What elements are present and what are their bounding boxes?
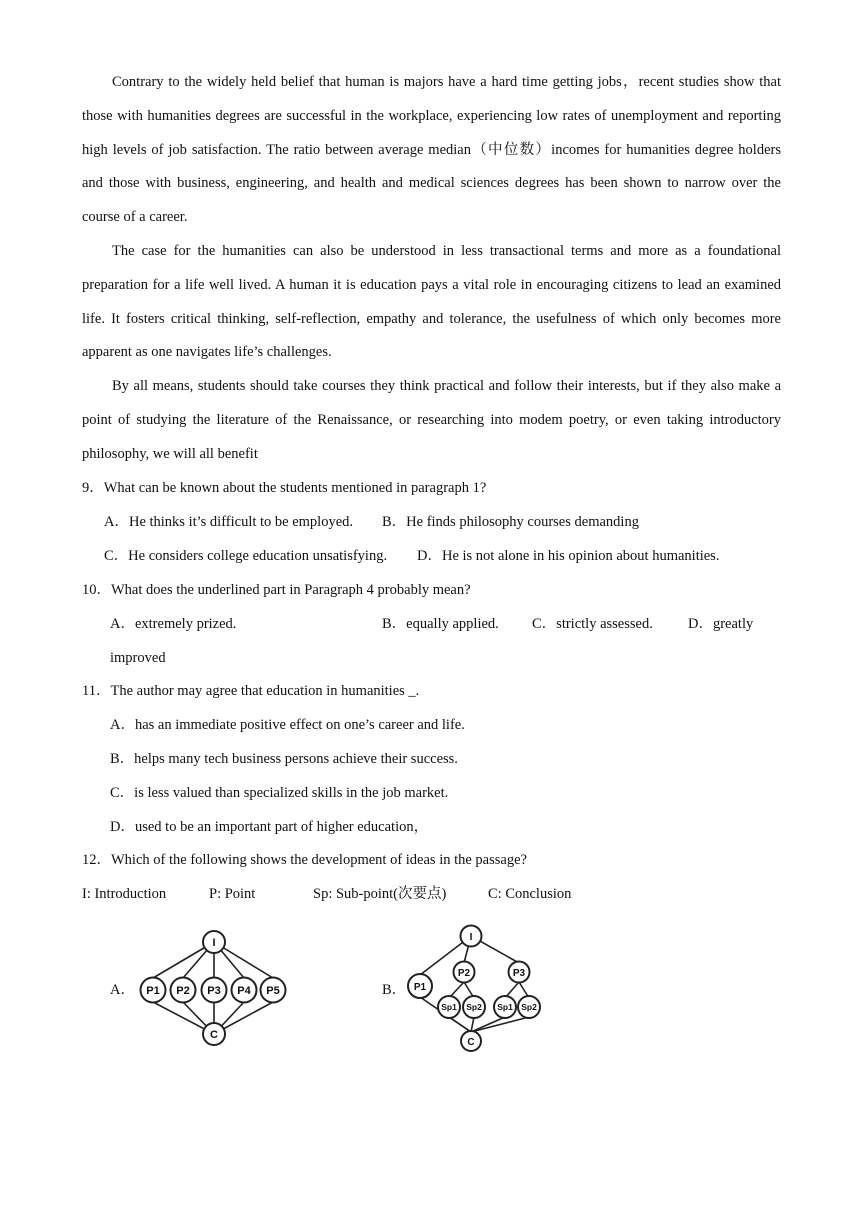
diagram-b-label-sp2-a: Sp2: [466, 1002, 482, 1012]
diagram-a-label-p5: P5: [266, 985, 280, 997]
structure-diagram-b[interactable]: [403, 920, 553, 1056]
question-9-stem: 9．What can be known about the students mentioned in paragraph 1?: [82, 480, 487, 496]
diagram-a-label-conclusion: C: [210, 1029, 218, 1041]
diagram-a-label-p2: P2: [176, 985, 190, 997]
question-11-option-d[interactable]: D．used to be an important part of higher education，: [110, 819, 429, 835]
question-12-stem: 12．Which of the following shows the development of ideas in the passage?: [82, 852, 527, 868]
passage-paragraph-1: Contrary to the widely held belief that human is majors have a hard time getting jobs，recent studies show that those with humanities degrees are successful in the workplace, experiencing low rates of unemployment and reporting high levels of job satisfaction. The ratio between average median（中位数）incomes for humanities degree holders and those with business, engineering, and health and medical sciences degrees has been shown to narrow over the course of a career.: [82, 74, 781, 226]
question-10-option-d[interactable]: D．greatly: [688, 616, 754, 632]
legend-sub-point: Sp: Sub-point(次要点): [313, 886, 447, 902]
legend-conclusion: C: Conclusion: [488, 886, 572, 902]
question-11-option-c[interactable]: C．is less valued than specialized skills in the job market.: [110, 785, 449, 801]
diagram-a-label-p1: P1: [146, 985, 160, 997]
passage-paragraph-2: The case for the humanities can also be understood in less transactional terms and more as a foundational preparation for a life well lived. A human it is education pays a vital role in encouraging citizens to lead an examined life. It fosters critical thinking, self-reflection, empathy and tolerance, the usefulness of which only becomes more apparent as one navigates life’s challenges.: [82, 243, 781, 361]
passage-paragraph-3: By all means, students should take courses they think practical and follow their interests, but if they also make a point of studying the literature of the Renaissance, or researching into modem poetry, or even taking introductory philosophy, we will all benefit: [82, 378, 781, 462]
structure-diagram-a[interactable]: [134, 922, 294, 1052]
diagram-a-label-intro: I: [212, 937, 216, 949]
diagram-b-label-conclusion: C: [467, 1037, 475, 1048]
diagram-b-label-p3: P3: [512, 968, 526, 979]
diagram-b-label-sp2-b: Sp2: [521, 1002, 537, 1012]
question-10-option-c[interactable]: C．strictly assessed.: [532, 616, 653, 632]
question-9-option-a[interactable]: A．He thinks it’s difficult to be employed.: [104, 514, 354, 530]
diagram-b-label-intro: I: [469, 932, 473, 943]
question-9-option-c[interactable]: C．He considers college education unsatisfying.: [104, 548, 388, 564]
question-9-option-d[interactable]: D．He is not alone in his opinion about humanities.: [417, 548, 720, 564]
diagram-a-label-p4: P4: [237, 985, 251, 997]
question-10-stem: 10．What does the underlined part in Paragraph 4 probably mean?: [82, 582, 471, 598]
diagram-b-label-sp1-b: Sp1: [497, 1002, 513, 1012]
question-10-option-b[interactable]: B．equally applied.: [382, 616, 499, 632]
diagram-b-label-p1: P1: [413, 982, 427, 993]
question-11-option-a[interactable]: A．has an immediate positive effect on one’s career and life.: [110, 717, 465, 733]
diagram-a-label-p3: P3: [207, 985, 221, 997]
legend-point: P: Point: [209, 886, 256, 902]
question-11-stem: 11．The author may agree that education in humanities _.: [82, 683, 420, 699]
diagram-b-label-sp1-a: Sp1: [441, 1002, 457, 1012]
legend-introduction: I: Introduction: [82, 886, 167, 902]
question-11-option-b[interactable]: B．helps many tech business persons achieve their success.: [110, 751, 458, 767]
question-10-option-a[interactable]: A．extremely prized.: [110, 616, 237, 632]
question-12-option-a-label[interactable]: A．: [110, 982, 135, 998]
question-9-option-b[interactable]: B．He finds philosophy courses demanding: [382, 514, 639, 530]
question-12-option-b-label[interactable]: B．: [382, 982, 407, 998]
question-10-option-d-continued: improved: [110, 650, 166, 666]
diagram-b-label-p2: P2: [457, 968, 471, 979]
